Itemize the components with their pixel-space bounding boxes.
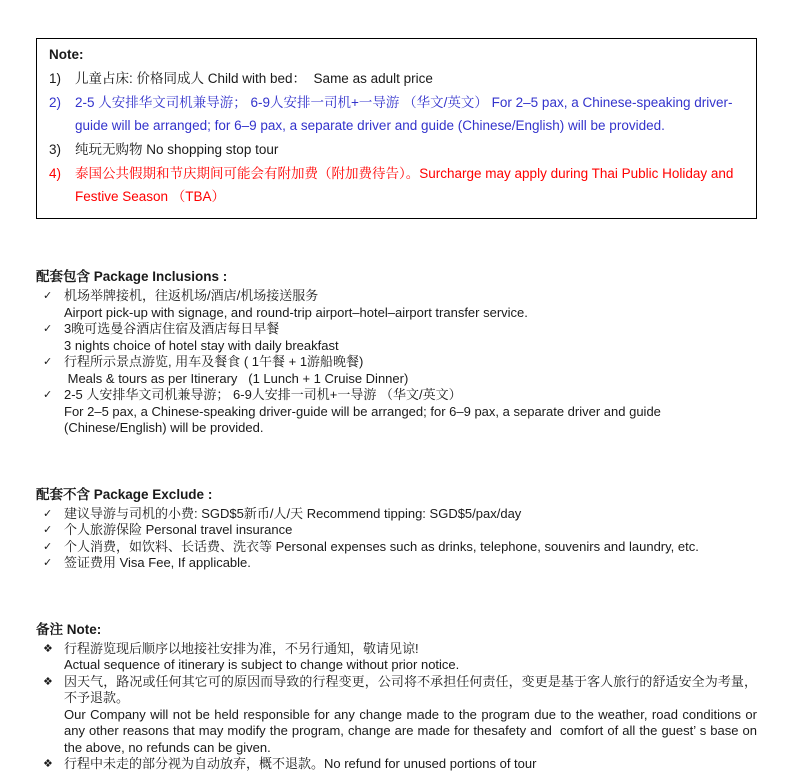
- exclusions-item: [36, 539, 757, 556]
- note-item-number: 2): [49, 95, 62, 110]
- exclusions-item-text: [64, 522, 757, 539]
- inclusions-heading: 配套包含 Package Inclusions :: [36, 269, 228, 284]
- remarks-item: [36, 756, 757, 773]
- inclusions-item-text: [64, 354, 757, 387]
- diamond-bullet-icon: ❖: [43, 642, 53, 655]
- note-item: [49, 162, 744, 208]
- check-bullet-icon: ✓: [43, 507, 53, 520]
- check-bullet-icon: ✓: [43, 524, 53, 536]
- remarks-item-line: 行程中未走的部分视为自动放弃，概不退款。No refund for unused portions of tour: [64, 756, 537, 771]
- inclusions-item-line: 机场举牌接机，往返机场/酒店/机场接送服务: [64, 288, 319, 303]
- note-item-number: 3): [49, 142, 62, 157]
- inclusions-item-line: 3晚可选曼谷酒店住宿及酒店每日早餐: [64, 321, 280, 336]
- inclusions-item-line: Meals & tours as per Itinerary (1 Lunch + 1 Cruise Dinner): [64, 370, 409, 386]
- remarks-heading: 备注 Note:: [36, 621, 102, 637]
- inclusions-item: [36, 354, 757, 387]
- diamond-bullet-icon: ❖: [43, 758, 53, 770]
- remarks-item-line: Actual sequence of itinerary is subject to change without prior notice.: [64, 657, 460, 672]
- note-item: [49, 138, 744, 161]
- inclusions-item-line: 2-5 人安排华文司机兼导游； 6-9人安排一司机+一导游 （华文/英文）: [64, 387, 462, 402]
- inclusions-item: [36, 321, 757, 354]
- note-item: [49, 67, 744, 90]
- exclusions-section: [36, 486, 757, 572]
- exclusions-item-text: [64, 555, 757, 572]
- inclusions-item: [36, 387, 757, 437]
- note-item: [49, 91, 744, 137]
- inclusions-item: [36, 288, 757, 321]
- note-item-text: 儿童占床: 价格同成人 Child with bed： Same as adult price: [75, 71, 433, 86]
- remarks-item: [36, 641, 757, 674]
- note-list: [49, 67, 744, 208]
- check-bullet-icon: ✓: [43, 389, 53, 401]
- diamond-bullet-icon: ❖: [43, 675, 53, 688]
- check-bullet-icon: ✓: [43, 356, 53, 368]
- note-item-text: 2-5 人安排华文司机兼导游； 6-9人安排一司机+一导游 （华文/英文） For 2–5 pax, a Chinese-speaking driver-guide will be arranged; for 6–9 pax, a separate driver and guide (Chinese/English) will be provided.: [75, 95, 733, 133]
- inclusions-item-line: For 2–5 pax, a Chinese-speaking driver-guide will be arranged; for 6–9 pax, a separate driver and guide (Chinese/English) will be provided.: [64, 403, 665, 435]
- inclusions-item-text: [64, 288, 757, 321]
- exclusions-item-line: 签证费用 Visa Fee, If applicable.: [64, 555, 251, 570]
- remarks-item-text: [64, 641, 757, 674]
- remarks-item-line: 因天气，路况或任何其它可的原因而导致的行程变更，公司将不承担任何责任，变更是基于客人旅行的舒适安全为考量，不予退款。: [64, 673, 757, 705]
- remarks-item: [36, 673, 761, 757]
- note-box: [36, 38, 757, 219]
- check-bullet-icon: ✓: [43, 323, 53, 335]
- note-item-text: 泰国公共假期和节庆期间可能会有附加费（附加费待告）。Surcharge may apply during Thai Public Holiday and Festive Season （TBA）: [75, 166, 738, 204]
- inclusions-item-line: Airport pick-up with signage, and round-trip airport–hotel–airport transfer service.: [64, 304, 528, 320]
- exclusions-heading: 配套不含 Package Exclude :: [36, 486, 213, 502]
- exclusions-item: [36, 522, 757, 539]
- sections-container: [36, 268, 761, 773]
- remarks-item-text: [64, 756, 757, 773]
- remarks-item-line: Our Company will not be held responsible for any change made to the program due to the weather, road conditions or any other reasons that may modify the program, change are made for thesafety and comfort of all the guest’ s base on the above, no refunds can be given.: [64, 706, 761, 755]
- inclusions-item-text: [64, 387, 757, 437]
- exclusions-item-line: 个人旅游保险 Personal travel insurance: [64, 522, 293, 537]
- remarks-item-text: [64, 673, 761, 757]
- check-bullet-icon: ✓: [43, 290, 53, 302]
- exclusions-item: [36, 506, 757, 523]
- check-bullet-icon: ✓: [43, 540, 53, 553]
- exclusions-item: [36, 555, 757, 572]
- note-box-title: Note:: [49, 47, 84, 62]
- remarks-section: [36, 621, 761, 773]
- inclusions-section: [36, 268, 757, 437]
- inclusions-item-line: 行程所示景点游览, 用车及餐食 ( 1午餐 + 1游船晚餐): [64, 354, 364, 369]
- note-item-number: 1): [49, 71, 62, 86]
- remarks-item-line: 行程游览现后顺序以地接社安排为准，不另行通知，敬请见谅!: [64, 640, 419, 656]
- exclusions-item-text: [64, 506, 757, 523]
- inclusions-item-line: 3 nights choice of hotel stay with daily breakfast: [64, 337, 339, 353]
- exclusions-item-line: 建议导游与司机的小费: SGD$5新币/人/天 Recommend tipping: SGD$5/pax/day: [64, 505, 522, 521]
- exclusions-item-line: 个人消费，如饮料、长话费、洗衣等 Personal expenses such as drinks, telephone, souvenirs and laundry, etc.: [64, 538, 699, 554]
- note-item-text: 纯玩无购物 No shopping stop tour: [75, 142, 279, 157]
- inclusions-item-text: [64, 321, 757, 354]
- exclusions-item-text: [64, 539, 757, 556]
- check-bullet-icon: ✓: [43, 557, 53, 569]
- note-item-number: 4): [49, 166, 62, 181]
